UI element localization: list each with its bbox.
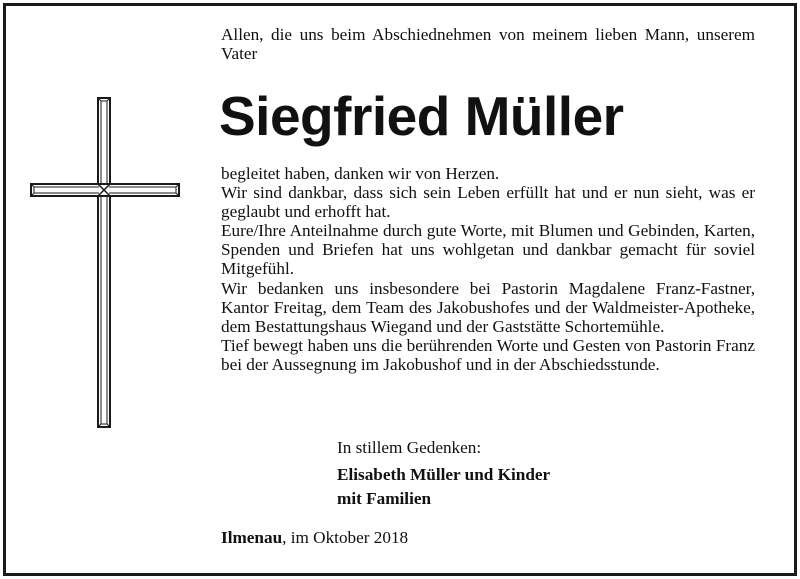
signoff-relatives: mit Familien	[337, 489, 432, 508]
signoff	[337, 437, 737, 511]
intro-text: Allen, die uns beim Abschiednehmen von meinem lieben Mann, unserem Vater	[221, 25, 755, 63]
place-date	[221, 527, 408, 549]
thanks-text	[221, 164, 755, 374]
thanks-paragraph: Tief bewegt haben uns die berührenden Worte und Gesten von Pastorin Franz bei der Aussegnung im Jakobushof und in der Abschiedsstunde.	[221, 335, 755, 374]
signoff-remembrance: In stillem Gedenken:	[337, 438, 482, 457]
thanks-paragraph: Wir sind dankbar, dass sich sein Leben erfüllt hat und er nun sieht, was er geglaubt und erhofft hat.	[221, 183, 755, 222]
cross-icon	[30, 97, 182, 429]
deceased-name: Siegfried Müller	[219, 85, 624, 147]
date-text: , im Oktober 2018	[282, 528, 409, 547]
thanks-paragraph: begleitet haben, danken wir von Herzen.	[221, 164, 500, 183]
thanks-paragraph: Eure/Ihre Anteilnahme durch gute Worte, mit Blumen und Gebinden, Karten, Spenden und Briefen hat uns wohlgetan und dankbar gemacht für soviel Mitgefühl.	[221, 221, 755, 279]
thanks-paragraph: Wir bedanken uns insbesondere bei Pastorin Magdalene Franz-Fastner, Kantor Freitag, dem Team des Jakobushofes und der Waldmeister-Apotheke, dem Bestattungshaus Wiegand und der Gaststätte Schortemühle.	[221, 278, 755, 336]
place-name: Ilmenau	[221, 528, 283, 547]
signoff-family: Elisabeth Müller und Kinder	[337, 465, 551, 484]
